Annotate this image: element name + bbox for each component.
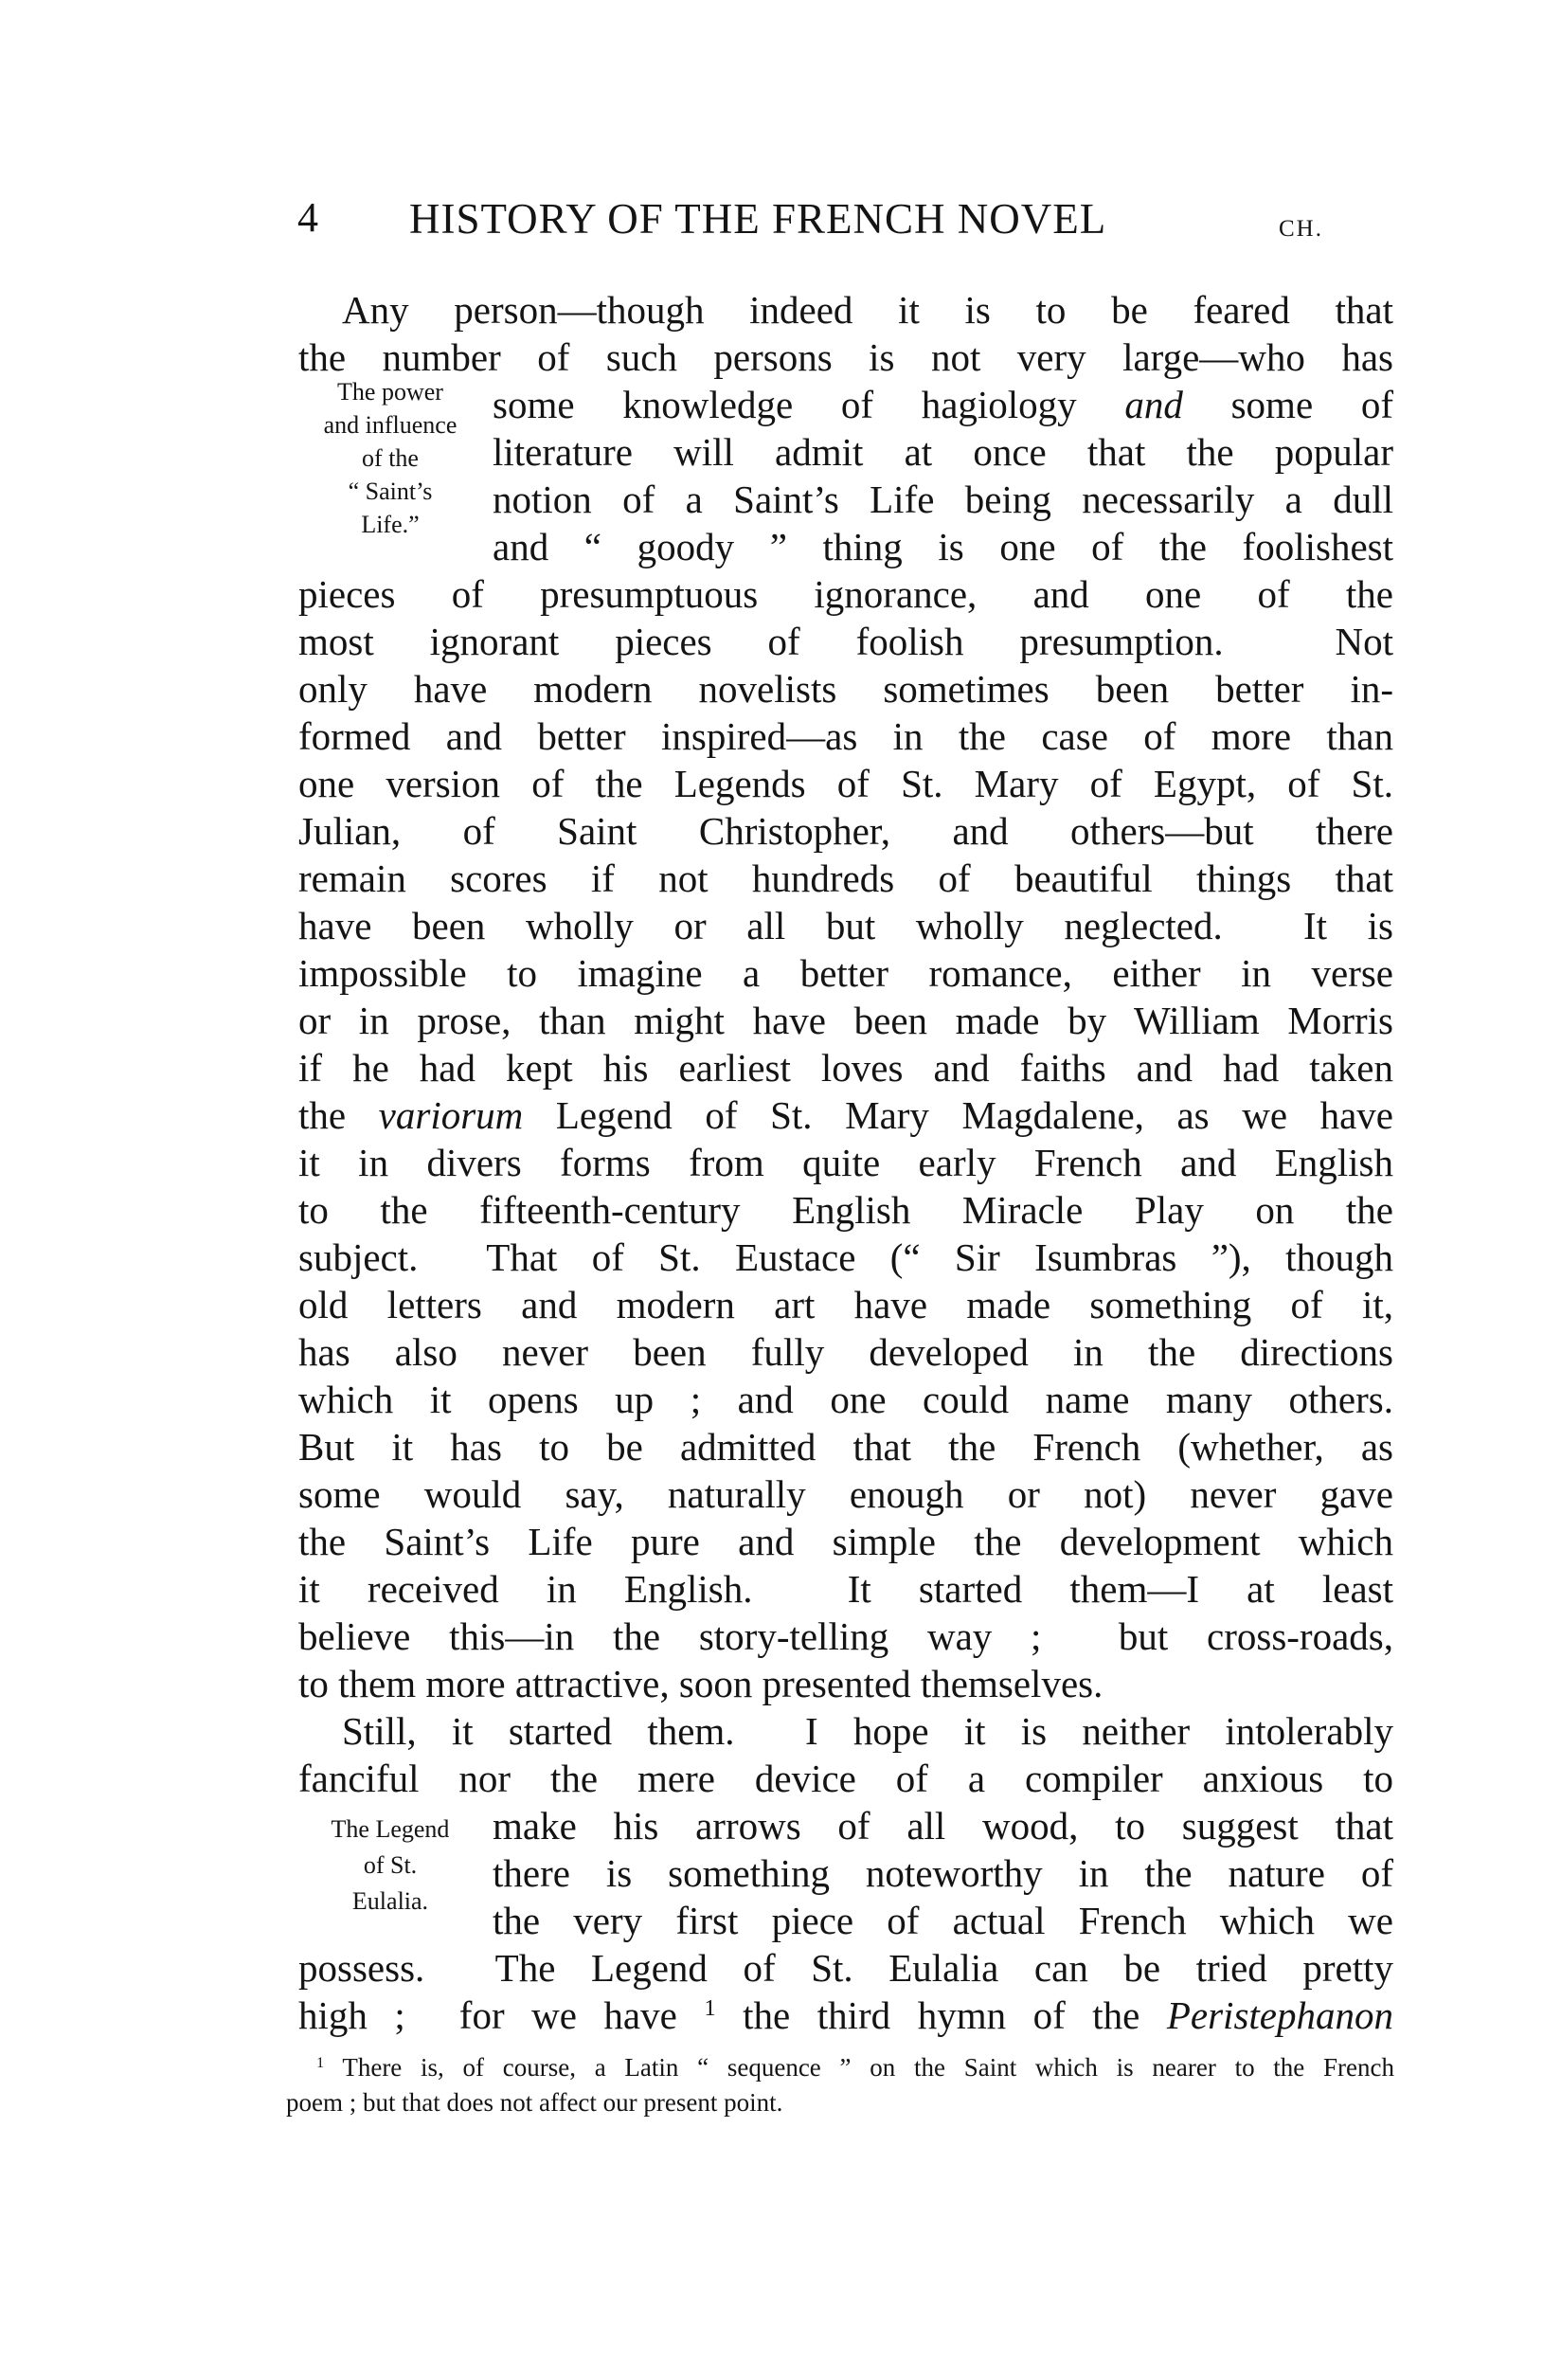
- text-run: has also never been fully developed in the directions: [298, 1330, 1393, 1374]
- text-run: to the fifteenth-century English Miracle Play on the: [298, 1188, 1393, 1232]
- body-line: [298, 1139, 1393, 1186]
- footnote-line: [286, 2085, 1394, 2120]
- text-run: But it has to be admitted that the French (whether, as: [298, 1425, 1393, 1469]
- body-line: [298, 1565, 1393, 1613]
- sidenote-line: Life.”: [361, 511, 420, 538]
- page-number: 4: [297, 194, 318, 241]
- body-line: [298, 1755, 1393, 1802]
- sidenote-saints-life: [296, 375, 485, 541]
- text-run: fanciful nor the mere device of a compiler anxious to: [298, 1757, 1393, 1800]
- text-run: it in divers forms from quite early French and English: [298, 1141, 1393, 1184]
- text-run: one version of the Legends of St. Mary of Egypt, of St.: [298, 762, 1393, 805]
- body-line: [298, 1707, 1393, 1755]
- text-run: remain scores if not hundreds of beautiful things that: [298, 856, 1393, 900]
- footnote-reference-mark: 1: [316, 2054, 325, 2072]
- text-run: impossible to imagine a better romance, either in verse: [298, 951, 1393, 995]
- body-line: [298, 855, 1393, 902]
- body-line: [298, 1328, 1393, 1376]
- text-run: make his arrows of all wood, to suggest that: [493, 1804, 1393, 1848]
- body-line: [298, 949, 1393, 997]
- text-run: old letters and modern art have made something of it,: [298, 1283, 1393, 1326]
- sidenote-line: “ Saint’s: [348, 478, 433, 505]
- body-line: [298, 902, 1393, 949]
- text-run: some of: [1182, 383, 1393, 426]
- sidenote-line: of St.: [363, 1851, 418, 1879]
- text-run: the Saint’s Life pure and simple the development which: [298, 1520, 1393, 1563]
- body-line: [298, 286, 1393, 334]
- text-run: Any person—though indeed it is to be feared that: [342, 288, 1393, 332]
- body-line: [298, 1376, 1393, 1423]
- body-line: [298, 1423, 1393, 1470]
- body-line: [298, 334, 1393, 381]
- running-title: HISTORY OF THE FRENCH NOVEL: [409, 195, 1107, 243]
- italic-text-run: and: [1124, 383, 1183, 426]
- body-line: [298, 712, 1393, 760]
- text-run: most ignorant pieces of foolish presumption. Not: [298, 620, 1393, 663]
- text-run: notion of a Saint’s Life being necessarily a dull: [493, 478, 1393, 521]
- text-run: or in prose, than might have been made by William Morris: [298, 999, 1393, 1042]
- body-text: [298, 286, 1393, 2039]
- sidenote-line: and influence: [323, 411, 458, 439]
- text-run: There is, of course, a Latin “ sequence ” on the Saint which is nearer to the French: [324, 2053, 1394, 2082]
- body-line: [298, 1470, 1393, 1518]
- text-run: formed and better inspired—as in the case of more than: [298, 714, 1393, 758]
- body-line: [298, 618, 1393, 665]
- body-line: [298, 1660, 1393, 1707]
- body-line: [298, 570, 1393, 618]
- text-run: literature will admit at once that the popular: [493, 430, 1393, 474]
- text-run: poem ; but that does not affect our present point.: [286, 2088, 783, 2117]
- chapter-abbreviation: CH.: [1279, 216, 1323, 242]
- body-line: [298, 997, 1393, 1044]
- text-run: possess. The Legend of St. Eulalia can be tried pretty: [298, 1946, 1393, 1990]
- sidenote-line: Eulalia.: [351, 1887, 429, 1915]
- text-run: and “ goody ” thing is one of the foolishest: [493, 525, 1393, 568]
- body-line: [298, 760, 1393, 807]
- body-line: [298, 1613, 1393, 1660]
- text-run: pieces of presumptuous ignorance, and one of the: [298, 572, 1393, 616]
- footnote: [286, 2050, 1394, 2120]
- text-run: to them more attractive, soon presented themselves.: [298, 1662, 1103, 1705]
- body-line: [298, 1091, 1393, 1139]
- body-line: [298, 1281, 1393, 1328]
- text-run: Still, it started them. I hope it is neither intolerably: [342, 1709, 1393, 1753]
- text-run: if he had kept his earliest loves and faiths and had taken: [298, 1046, 1393, 1090]
- italic-text-run: variorum: [378, 1093, 524, 1137]
- text-run: the: [298, 1093, 379, 1137]
- body-line: [298, 1186, 1393, 1234]
- text-run: subject. That of St. Eustace (“ Sir Isumbras ”), though: [298, 1235, 1393, 1279]
- body-line: [298, 665, 1393, 712]
- sidenote-line: The Legend: [331, 1815, 450, 1843]
- body-line: [298, 1992, 1393, 2039]
- text-run: there is something noteworthy in the nature of: [493, 1851, 1393, 1895]
- text-run: Legend of St. Mary Magdalene, as we have: [523, 1093, 1393, 1137]
- italic-text-run: Peristephanon: [1166, 1993, 1393, 2037]
- text-run: some knowledge of hagiology: [493, 383, 1125, 426]
- text-run: believe this—in the story-telling way ; but cross-roads,: [298, 1614, 1393, 1658]
- footnote-line: [286, 2050, 1394, 2085]
- body-line: [298, 1044, 1393, 1091]
- text-run: have been wholly or all but wholly neglected. It is: [298, 904, 1393, 947]
- text-run: the number of such persons is not very large—who has: [298, 335, 1393, 379]
- text-run: some would say, naturally enough or not) never gave: [298, 1472, 1393, 1516]
- sidenote-line: The power: [337, 378, 443, 406]
- text-run: which it opens up ; and one could name many others.: [298, 1378, 1393, 1421]
- footnote-reference-mark: 1: [704, 1995, 716, 2022]
- sidenote-st-eulalia: [296, 1812, 485, 1920]
- text-run: the third hymn of the: [715, 1993, 1167, 2037]
- body-line: [298, 807, 1393, 855]
- text-run: it received in English. It started them—I at least: [298, 1567, 1393, 1611]
- body-line: [298, 1518, 1393, 1565]
- text-run: Julian, of Saint Christopher, and others—but there: [298, 809, 1393, 853]
- body-line: [298, 1234, 1393, 1281]
- text-run: only have modern novelists sometimes been better in-: [298, 667, 1393, 711]
- text-run: high ; for we have: [298, 1993, 705, 2037]
- text-run: the very first piece of actual French which we: [493, 1899, 1393, 1942]
- body-line: [298, 1944, 1393, 1992]
- sidenote-line: of the: [362, 444, 419, 472]
